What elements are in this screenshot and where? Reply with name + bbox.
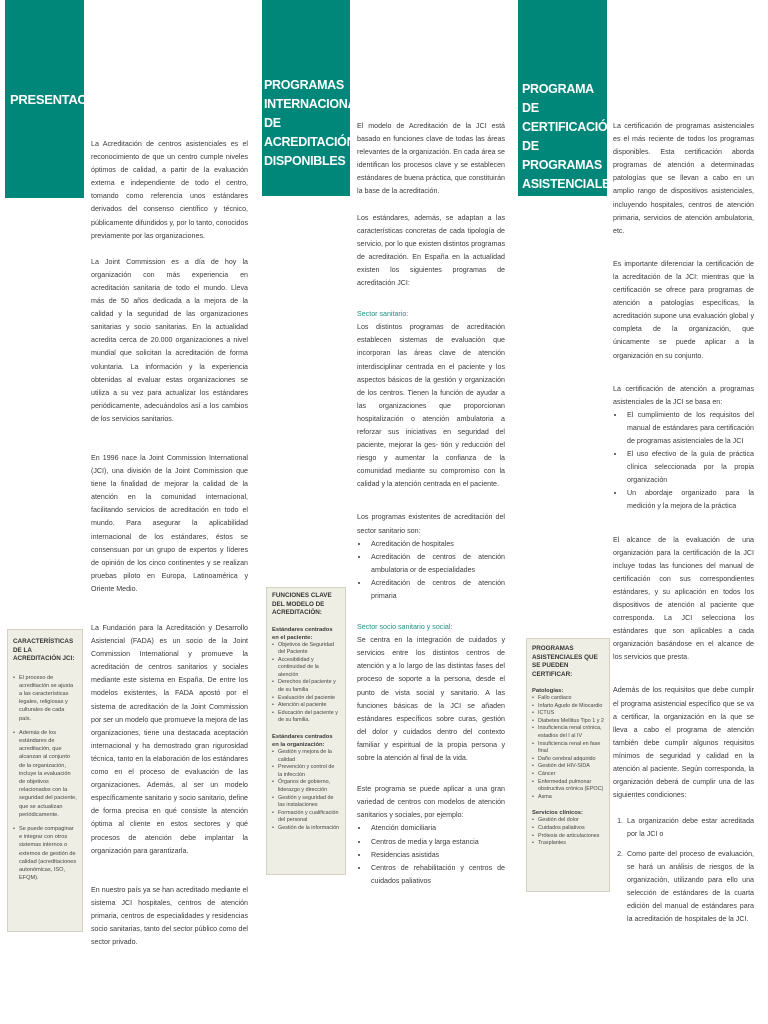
list-item: • Accesibilidad y continuidad de la atención	[272, 657, 340, 680]
paragraph: La Joint Commission es a día de hoy la organización con más experiencia en acreditación sanitaria de todo el mundo. Lleva más de 50 años dedicada a la mejora de la calidad y la seguridad de las organizaciones sanitarias y socio sanitarias. En la actualidad acredita cerca de 20.000 organizaciones a nivel mundial que solicitan la acreditación de forma voluntaria. La información y la experiencia obtenidas al evaluar estas organizaciones se utiliza a su vez para actualizar los estándares periódicamente, adecuándolos así a los cambios de los servicios sanitarios.	[91, 257, 248, 423]
list-item: • Educación del paciente y de su familia.	[272, 710, 340, 725]
box-list	[13, 674, 77, 883]
box-title: PROGRAMAS ASISTENCIALES QUE SE PUEDEN CERTIFICAR:	[532, 645, 598, 678]
list-item: • Infarto Agudo de Miocardio	[532, 703, 604, 711]
list-item: • Prótesis de articulaciones	[532, 833, 604, 841]
paragraph: La certificación de programas asistenciales es el más reciente de todos los programas disponibles. Esta certificación aborda programas de atención a determinadas patologías que se llevan a cabo en un amplio rango de dispositivos asistenciales, incluyendo hospitales, centros de atención primaria, servicios de atención ambulatoria, etc.	[613, 122, 754, 235]
list-item: • Gestión y mejora de la calidad	[272, 749, 340, 764]
column-presentacion	[91, 138, 248, 962]
list-sector-sanitario	[369, 538, 505, 603]
list-item: • Formación y cualificación del personal	[272, 810, 340, 825]
list-item: • Acreditación de centros de atención primaria	[369, 577, 505, 603]
paragraph: Además de los requisitos que debe cumplir el programa asistencial específico que se va a certificar, la organización en la que se lleva a cabo el programa de atención también debe cumplir algunos requisitos mínimos de seguridad y calidad en la atención al paciente. Según corresponda, la organización deberá de cumplir una de las siguientes condiciones:	[613, 686, 754, 800]
paragraph: Los programas existentes de acreditación del sector sanitario son:	[357, 513, 505, 535]
list-item: • Centros de rehabilitación y centros de cuidados paliativos	[369, 862, 505, 888]
paragraph: En nuestro país ya se han acreditado mediante el sistema JCI hospitales, centros de atención primaria, centros de especialidades y residencias socio sanitarias, tanto del sector público como del sector privado.	[91, 885, 248, 947]
list-item: • El uso efectivo de la guía de práctica clínica seleccionada por la propia organización	[625, 448, 754, 487]
list-item: • Centros de media y larga estancia	[369, 836, 505, 849]
section-subtitle: Sector sanitario:	[357, 310, 409, 319]
header-programas	[262, 0, 380, 196]
list-item: • Cáncer	[532, 771, 604, 779]
list-item: • Enfermedad pulmonar obstructiva crónica (EPOC)	[532, 779, 604, 794]
box-list	[272, 749, 340, 833]
list-item: • El cumplimiento de los requisitos del manual de estándares para certificación de programas asistenciales de la JCI	[625, 409, 754, 448]
list-item: • Derechos del paciente y de su familia	[272, 679, 340, 694]
header-programas-title: PROGRAMAS INTERNACIONALES DE ACREDITACIÓN DISPONIBLES	[264, 78, 380, 168]
box-subtitle: Estándares centrados en la organización:	[272, 734, 333, 749]
list-item: • Evaluación del paciente	[272, 695, 340, 703]
box-subtitle: Servicios clínicos:	[532, 810, 583, 817]
paragraph: Los estándares, además, se adaptan a las características concretas de cada tipología de servicio, por lo que existen distintos programas de acreditación. En España en la actualidad existen los siguientes programas de acreditación JCI:	[357, 213, 505, 288]
list-item: • Diabetes Mellitus Tipo 1 y 2	[532, 718, 604, 726]
column-certificacion	[613, 120, 754, 939]
list-item: • ICTUS	[532, 710, 604, 718]
list-item: • Prevención y control de la infección	[272, 764, 340, 779]
paragraph: La Acreditación de centros asistenciales es el reconocimiento de que un centro cumple niveles óptimos de calidad, a partir de la evaluación externa e independiente de todo el centro, tomando como referencia unos estándares derivados del consenso científico y técnico, públicamente difundidos y, por lo tanto, conocidos previamente por las organizaciones.	[91, 140, 248, 240]
paragraph: La certificación de atención a programas asistenciales de la JCI se basa en:	[613, 384, 754, 406]
list-item: 2. Como parte del proceso de evaluación, se hará un análisis de riesgos de la organización, utilizando para ello una selección de estándares de la cuarta edición del manual de estándares para la acreditación de hospitales de la JCI.	[625, 848, 754, 927]
list-item: • Objetivos de Seguridad del Paciente	[272, 642, 340, 657]
list-item: • Residencias asistidas	[369, 849, 505, 862]
paragraph: Los distintos programas de acreditación establecen sistemas de evaluación que incorporan las áreas clave de atención interdisciplinar centrada en el paciente y los aspectos básicos de la gestión y organización de los centros. Tienen la función de ayudar a las organizaciones que proporcionan hospitalización o atención ambulatoria a reforzar sus iniciativas en seguridad del paciente, mejorar la ges- tión y reducción del riesgo y aumentar la confianza de la comunidad mediante su compromiso con la calidad y la atención centrada en el paciente.	[357, 323, 505, 489]
list-item: • Además de los estándares de acreditación, que alcanzan al conjunto de la organización, incluye la evaluación de objetivos relacionados con la seguridad del paciente, que se actualizan periódicamente.	[13, 729, 77, 819]
box-list	[532, 695, 604, 801]
list-item: • Atención al paciente	[272, 702, 340, 710]
list-item: 1. La organización debe estar acreditada por la JCI o	[625, 815, 754, 841]
list-item: • Acreditación de centros de atención ambulatoria or de especialidades	[369, 551, 505, 577]
list-item: • Cuidados paliativos	[532, 825, 604, 833]
list-item: • Fallo cardiaco	[532, 695, 604, 703]
section-subtitle: Sector socio sanitario y social:	[357, 623, 453, 632]
list-item: • Atención domiciliaria	[369, 822, 505, 835]
list-item: • Órganos de gobierno, liderazgo y dirección	[272, 779, 340, 794]
list-item: • Insuficiencia renal crónica, estadios del I al IV	[532, 725, 604, 740]
header-presentacion-title: PRESENTACIÓN	[10, 92, 109, 107]
list-examples	[369, 822, 505, 887]
column-programas	[357, 120, 505, 901]
box-title: CARACTERÍSTICAS DE LA ACREDITACIÓN JCI:	[13, 638, 75, 662]
paragraph: El alcance de la evaluación de una organización para la certificación de la JCI incluye todas las funciones del manual de certificación con sus correspondientes estándares, y su aplicación en todos los dispositivos de atención al paciente que corresponda. La JCI selecciona los estándares que son aplicables a cada organización basándose en el alcance de los servicios que presta.	[613, 535, 754, 662]
header-certificacion-title: PROGRAMA DE CERTIFICACIÓN DE PROGRAMAS ASISTENCIALES	[522, 82, 619, 191]
box-subtitle: Estándares centrados en el paciente:	[272, 626, 333, 641]
paragraph: El modelo de Acreditación de la JCI está basado en funciones clave de todas las áreas relevantes de la organización. En cada área se identifican los procesos clave y se establecen estándares de buena práctica, que constituirán la base de la acreditación.	[357, 122, 505, 196]
paragraph: Este programa se puede aplicar a una gran variedad de centros con modelos de atención sanitarios y sociales, por ejemplo:	[357, 785, 505, 820]
paragraph: Es importante diferenciar la certificación de la acreditación de la JCI: mientras que la certificación se ofrece para programas de atención a patologías específicas, la acreditación supone una evaluación global y completa de la organización, que únicamente se puede aplicar a la organización en su conjunto.	[613, 259, 754, 360]
box-caracteristicas	[7, 629, 83, 932]
box-programas-certificables	[526, 638, 610, 892]
list-condiciones	[625, 815, 754, 926]
paragraph: Se centra en la integración de cuidados y servicios entre los distintos centros de atención y a lo largo de las distintas fases del proceso de soporte a la persona, desde el punto de vista social y sanitario. A las funciones básicas de la JCI se añaden estándares específicos sobre curas, gestión del dolor y cuidados dentro del contexto familiar y espiritual de la propia persona y sobre la atención al final de la vida.	[357, 636, 505, 763]
box-list	[532, 817, 604, 847]
list-item: • Gestión del HIV-SIDA	[532, 763, 604, 771]
header-presentacion	[5, 0, 109, 198]
list-item: • El proceso de acreditación se ajusta a las características legales, religiosas y culturales de cada país.	[13, 674, 77, 723]
list-item: • Acreditación de hospitales	[369, 538, 505, 551]
list-item: • Gestión y seguridad de las instalaciones	[272, 795, 340, 810]
list-item: • Asma	[532, 794, 604, 802]
paragraph: En 1996 nace la Joint Commission International (JCI), una división de la Joint Commission que tiene la finalidad de mejorar la calidad de la atención en la comunidad internacional, facilitando servicios de acreditación en todo el mundo. Para asegurar la aplicabilidad internacional de los estándares, éstos se consensuan por un grupo de expertos y líderes de opinión de los cinco continentes y se realizan pruebas piloto en Europa, Latinoamérica y Oriente Medio.	[91, 453, 248, 593]
list-item: • Trasplantes	[532, 840, 604, 848]
list-item: • Gestión de la información	[272, 825, 340, 833]
paragraph: La Fundación para la Acreditación y Desarrollo Asistencial (FADA) es un socio de la Joint Commission International y promueve la acreditación de centros sanitarios y sociales mediante este sistema en España. De entre los modelos existentes, la FADA apostó por el sistema de acreditación de la Joint Commission por ser un modelo que promueve la mejora de las organizaciones, tiene una destacada aceptación internacional y ha demostrado gran rigurosidad técnica, tanto en la elaboración de los estándares como en el proceso de evaluación de las organizaciones. Además, al ser un modelo específicamente sanitario y socio sanitario, define de forma precisa en qué consiste la atención óptima al cliente en estos sectores y qué procesos de atención debe implantar la organización para garantizarla.	[91, 624, 248, 855]
list-item: • Daño cerebral adquirido	[532, 756, 604, 764]
list-certificacion-bases	[625, 409, 754, 514]
list-item: • Gestión del dolor	[532, 817, 604, 825]
list-item: • Se puede compaginar e integrar con otros sistemas internos o externos de gestión de calidad (acreditaciones autonómicas, ISO, EFQM).	[13, 825, 77, 882]
box-title: FUNCIONES CLAVE DEL MODELO DE ACREDITACIÓN:	[272, 592, 332, 616]
list-item: • Insuficiencia renal en fase final	[532, 741, 604, 756]
box-list	[272, 642, 340, 726]
header-certificacion	[518, 0, 619, 196]
box-subtitle: Patologías:	[532, 688, 564, 694]
box-funciones-clave	[266, 587, 346, 875]
list-item: • Un abordaje organizado para la medición y la mejora de la práctica	[625, 487, 754, 513]
